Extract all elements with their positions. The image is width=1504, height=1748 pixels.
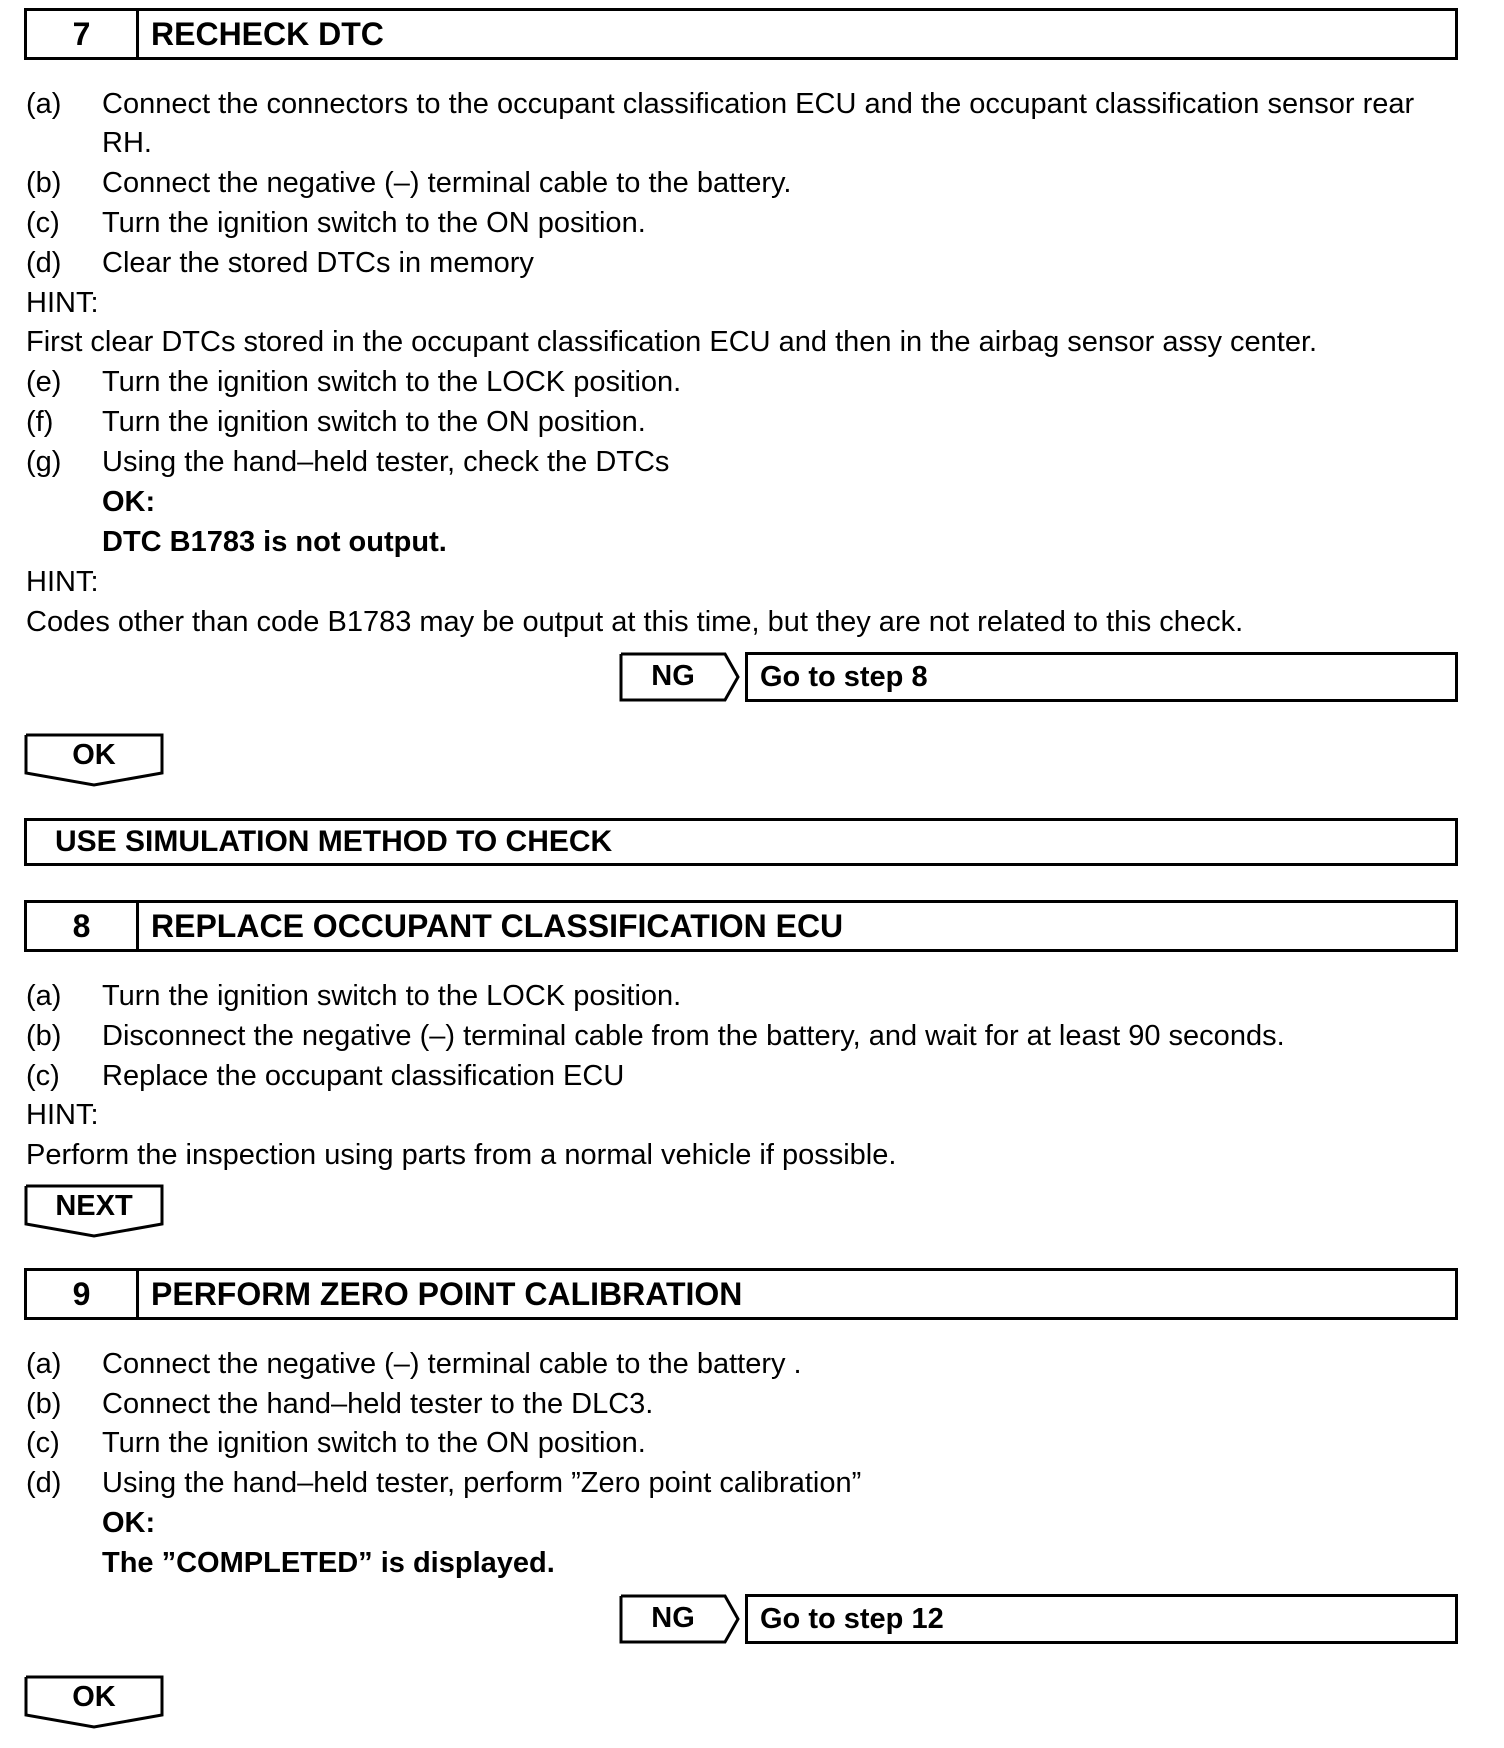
simulation-text: USE SIMULATION METHOD TO CHECK: [55, 825, 613, 858]
step8-header: [24, 900, 1458, 952]
list-item: Turn the ignition switch to the LOCK position.: [102, 366, 682, 398]
list-label: (c): [26, 1427, 60, 1459]
badge-label: OK: [72, 739, 116, 771]
next-badge: [24, 1184, 164, 1238]
simulation-method-box: [24, 818, 1458, 866]
list-item: Connect the negative (–) terminal cable to the battery .: [102, 1348, 802, 1380]
list-label: (c): [26, 1060, 60, 1092]
ok-criteria: The ”COMPLETED” is displayed.: [102, 1547, 555, 1579]
list-item: Connect the hand–held tester to the DLC3.: [102, 1388, 654, 1420]
list-label: (d): [26, 247, 62, 279]
list-label: (c): [26, 207, 60, 239]
list-item: Using the hand–held tester, perform ”Zero point calibration”: [102, 1467, 862, 1499]
ok-badge: [24, 733, 164, 787]
list-item: Turn the ignition switch to the ON position.: [102, 207, 646, 239]
step7-header: [24, 8, 1458, 60]
list-item: Turn the ignition switch to the ON position.: [102, 406, 646, 438]
step-number: 7: [27, 11, 139, 57]
step-title: RECHECK DTC: [151, 16, 384, 52]
list-item: Connect the negative (–) terminal cable to the battery.: [102, 167, 792, 199]
hint-label: HINT:: [26, 566, 99, 598]
list-label: (e): [26, 366, 62, 398]
list-item: Turn the ignition switch to the LOCK position.: [102, 980, 682, 1012]
step9-header: [24, 1268, 1458, 1320]
list-label: (a): [26, 1348, 62, 1380]
goto-text: Go to step 8: [760, 661, 928, 693]
ok-criteria: DTC B1783 is not output.: [102, 526, 447, 558]
ng-arrow: [619, 652, 741, 702]
badge-label: OK: [72, 1681, 116, 1713]
ok-badge: [24, 1675, 164, 1729]
ng-arrow: [619, 1594, 741, 1644]
list-item: Connect the connectors to the occupant classification ECU and the occupant classification sensor rear: [102, 88, 1415, 120]
goto-text: Go to step 12: [760, 1603, 944, 1635]
ok-label: OK:: [102, 1507, 156, 1539]
list-item: Replace the occupant classification ECU: [102, 1060, 625, 1092]
ng-label: NG: [651, 1602, 695, 1634]
list-label: (f): [26, 406, 54, 438]
hint-text: Perform the inspection using parts from a normal vehicle if possible.: [26, 1139, 897, 1171]
list-item: Using the hand–held tester, check the DTCs: [102, 446, 670, 478]
list-item: Clear the stored DTCs in memory: [102, 247, 534, 279]
list-item: Disconnect the negative (–) terminal cable from the battery, and wait for at least 90 seconds.: [102, 1020, 1285, 1052]
hint-text: First clear DTCs stored in the occupant classification ECU and then in the airbag sensor assy center.: [26, 326, 1318, 358]
goto-step8-link[interactable]: [745, 652, 1458, 702]
list-label: (g): [26, 446, 62, 478]
list-label: (b): [26, 1020, 62, 1052]
step-number: 9: [27, 1271, 139, 1317]
step-number: 8: [27, 903, 139, 949]
list-label: (a): [26, 88, 62, 120]
step-title: PERFORM ZERO POINT CALIBRATION: [151, 1276, 743, 1312]
list-label: (b): [26, 167, 62, 199]
list-label: (d): [26, 1467, 62, 1499]
ok-label: OK:: [102, 486, 156, 518]
goto-step12-link[interactable]: [745, 1594, 1458, 1644]
list-label: (a): [26, 980, 62, 1012]
hint-label: HINT:: [26, 287, 99, 319]
list-label: (b): [26, 1388, 62, 1420]
badge-label: NEXT: [55, 1190, 133, 1222]
hint-label: HINT:: [26, 1099, 99, 1131]
list-item-continuation: RH.: [102, 127, 152, 159]
ng-label: NG: [651, 660, 695, 692]
list-item: Turn the ignition switch to the ON position.: [102, 1427, 646, 1459]
hint-text: Codes other than code B1783 may be output at this time, but they are not related to this check.: [26, 606, 1244, 638]
step-title: REPLACE OCCUPANT CLASSIFICATION ECU: [151, 908, 844, 944]
